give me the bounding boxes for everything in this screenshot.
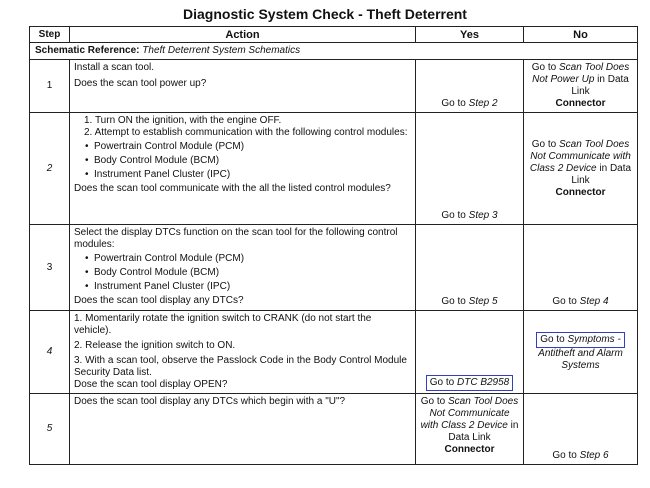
module-list <box>74 253 411 293</box>
list-item: • Body Control Module (BCM) <box>74 155 411 167</box>
list-item: • Powertrain Control Module (PCM) <box>74 253 411 265</box>
no-cell: Go to Symptoms - Antitheft and Alarm Systems <box>524 311 638 394</box>
table-row <box>30 113 638 225</box>
action-item: 3. With a scan tool, observe the Passlock Code in the Body Control Module Security Data list. <box>74 355 407 378</box>
schematic-link[interactable]: Theft Deterrent System Schematics <box>142 45 301 56</box>
action-item: 1. Turn ON the ignition, with the engine OFF. <box>84 115 282 126</box>
yes-link[interactable]: Scan Tool Does Not Communicate with Class 2 Device <box>420 396 519 431</box>
action-cell <box>70 311 416 394</box>
list-item: • Instrument Panel Cluster (IPC) <box>74 281 411 293</box>
page-title: Diagnostic System Check - Theft Deterrent <box>183 6 467 22</box>
yes-link-box[interactable]: Go to DTC B2958 <box>426 375 514 391</box>
yes-cell: Go to Step 3 <box>416 113 524 225</box>
yes-link[interactable]: Step 3 <box>468 210 498 221</box>
schematic-row <box>30 43 638 60</box>
no-cell: Go to Step 6 <box>524 394 638 465</box>
no-link[interactable]: Step 6 <box>579 450 609 461</box>
action-cell <box>70 113 416 225</box>
header-action: Action <box>70 27 416 43</box>
step-number: 1 <box>30 60 70 113</box>
action-cell <box>70 60 416 113</box>
table-row <box>30 394 638 465</box>
step-number: 5 <box>30 394 70 465</box>
table-row <box>30 225 638 311</box>
action-question: Does the scan tool display any DTCs? <box>74 295 244 306</box>
diagnostic-table <box>29 26 638 465</box>
schematic-reference <box>30 43 638 60</box>
no-cell: Go to Step 4 <box>524 225 638 311</box>
header-step: Step <box>30 27 70 43</box>
yes-link[interactable]: DTC B2958 <box>457 377 510 388</box>
action-text: Select the display DTCs function on the scan tool for the following control modules: <box>74 227 398 250</box>
action-cell <box>70 225 416 311</box>
yes-cell: Go to Step 2 <box>416 60 524 113</box>
action-item: 2. Release the ignition switch to ON. <box>74 340 236 351</box>
action-question: Does the scan tool communicate with the all the listed control modules? <box>74 183 391 194</box>
step-number: 2 <box>30 113 70 225</box>
header-no: No <box>524 27 638 43</box>
yes-cell <box>416 311 524 394</box>
no-link-box[interactable]: Go to Symptoms - <box>536 332 625 348</box>
no-link[interactable]: Symptoms - <box>567 334 621 345</box>
table-header-row <box>30 27 638 43</box>
step-number: 4 <box>30 311 70 394</box>
list-item: • Powertrain Control Module (PCM) <box>74 141 411 153</box>
action-text: Install a scan tool. <box>74 62 155 73</box>
action-question: Does the scan tool power up? <box>74 78 207 89</box>
list-item: • Instrument Panel Cluster (IPC) <box>74 169 411 181</box>
list-item: • Body Control Module (BCM) <box>74 267 411 279</box>
no-link[interactable]: Step 4 <box>579 296 609 307</box>
yes-cell: Go to Step 5 <box>416 225 524 311</box>
table-row <box>30 60 638 113</box>
yes-cell: Go to Scan Tool Does Not Communicate with Class 2 Device in Data Link Connector <box>416 394 524 465</box>
header-yes: Yes <box>416 27 524 43</box>
action-question: Dose the scan tool display OPEN? <box>74 379 228 390</box>
step-number: 3 <box>30 225 70 311</box>
action-cell <box>70 394 416 465</box>
no-cell: Go to Scan Tool Does Not Power Up in Data Link Connector <box>524 60 638 113</box>
module-list <box>74 141 411 181</box>
action-item: 2. Attempt to establish communication with the following control modules: <box>84 127 408 138</box>
no-link[interactable]: Scan Tool Does Not Power Up <box>532 62 630 85</box>
yes-link[interactable]: Step 2 <box>468 98 498 109</box>
table-row <box>30 311 638 394</box>
yes-link[interactable]: Step 5 <box>468 296 498 307</box>
no-link[interactable]: Scan Tool Does Not Communicate with Class 2 Device <box>529 138 631 174</box>
schematic-label: Schematic Reference: <box>35 45 140 56</box>
action-item: 1. Momentarily rotate the ignition switch to CRANK (do not start the vehicle). <box>74 313 372 336</box>
action-question: Does the scan tool display any DTCs which begin with a "U"? <box>74 396 346 407</box>
no-cell: Go to Scan Tool Does Not Communicate with Class 2 Device in Data Link Connector <box>524 113 638 225</box>
